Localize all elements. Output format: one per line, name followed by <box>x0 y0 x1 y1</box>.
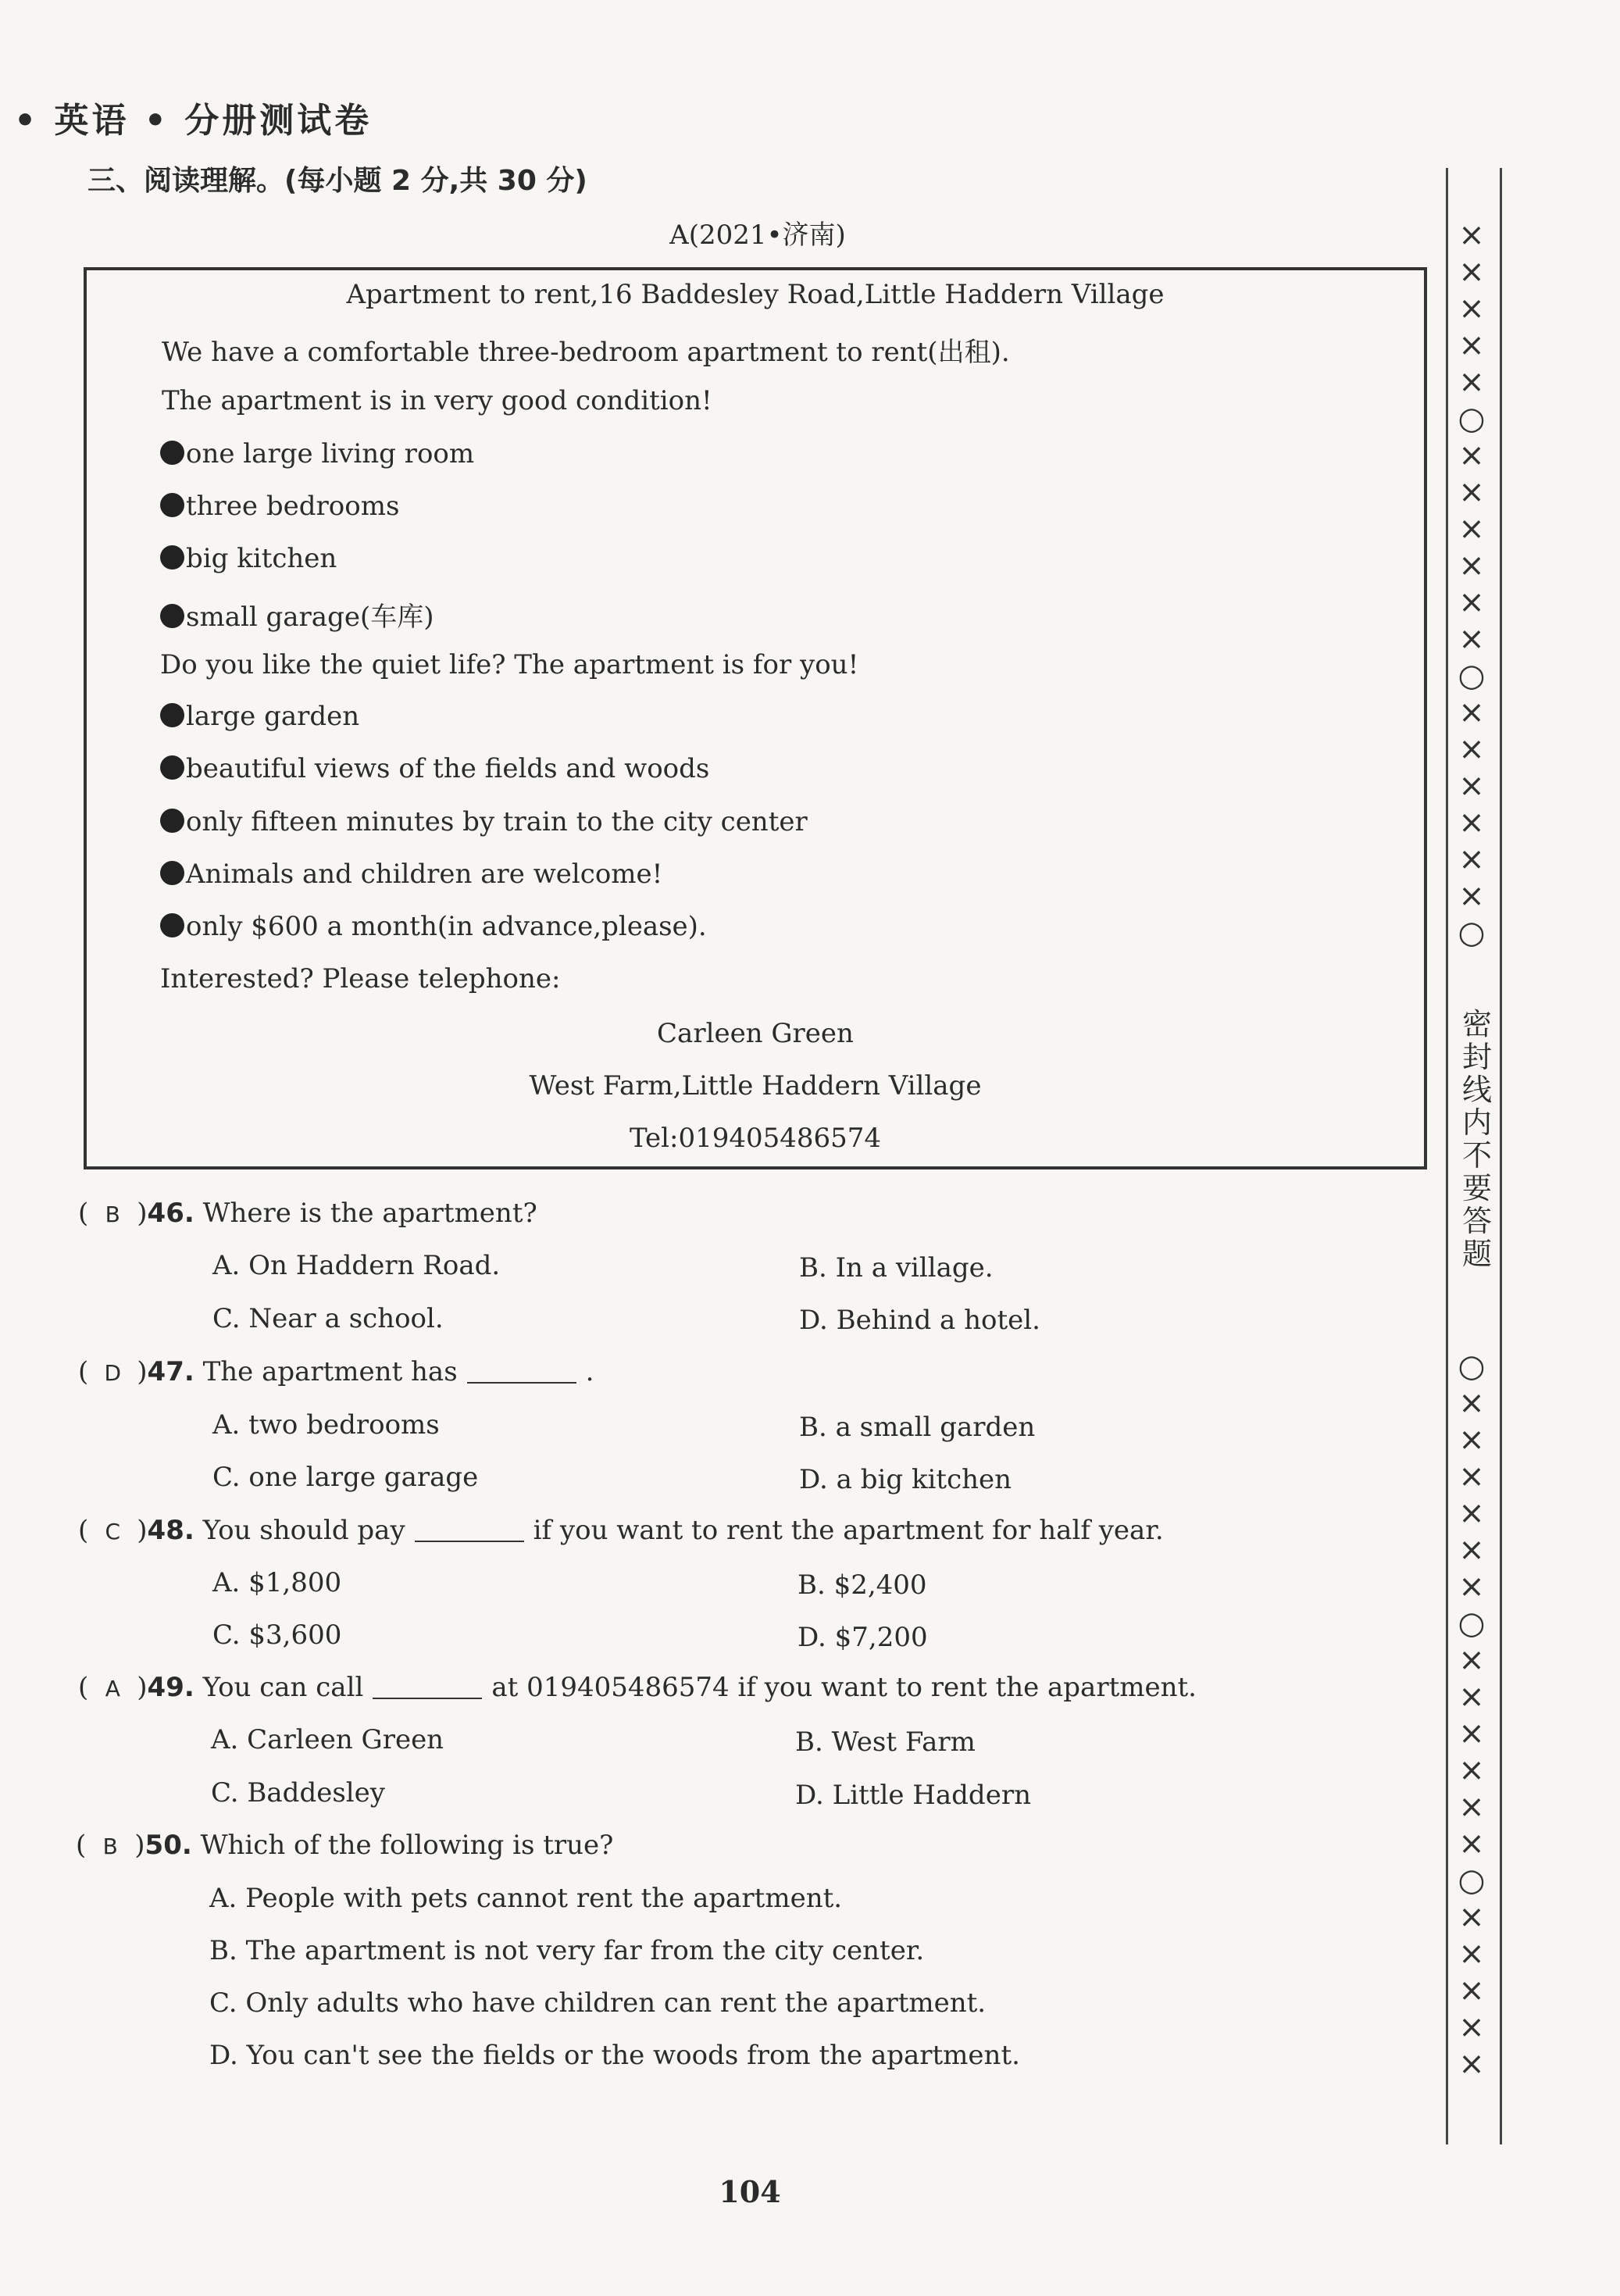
question-48: ( C )48. You should pay if you want to rent the apartment for half year. <box>78 1515 1164 1546</box>
cross-mark: × <box>1458 1422 1485 1458</box>
cross-mark: × <box>1458 327 1485 363</box>
circle-mark: ○ <box>1458 1862 1486 1898</box>
question-stem: Which of the following is true? <box>200 1830 614 1861</box>
cross-mark: × <box>1458 1642 1485 1678</box>
cross-mark: × <box>1458 1495 1485 1531</box>
page-number: 104 <box>719 2174 781 2209</box>
circle-mark: ○ <box>1458 1348 1486 1384</box>
series-header: • 英语 • 分册测试卷 <box>14 101 373 141</box>
circle-mark: ○ <box>1458 915 1486 951</box>
section-title: 三、阅读理解。(每小题 2 分,共 30 分) <box>87 165 587 197</box>
cross-mark: × <box>1458 548 1485 584</box>
question-50: ( B )50. Which of the following is true? <box>76 1830 614 1861</box>
ad-feature-item: big kitchen <box>160 543 337 574</box>
option-b: B. West Farm <box>795 1726 976 1758</box>
option-b: B. In a village. <box>799 1252 994 1284</box>
question-stem: Where is the apartment? <box>202 1198 537 1229</box>
option-a: A. Carleen Green <box>211 1724 444 1755</box>
cross-mark: × <box>1458 217 1485 253</box>
ad-contact-name: Carleen Green <box>657 1018 854 1049</box>
option-a: A. People with pets cannot rent the apartment. <box>209 1883 843 1914</box>
question-stem-end: at 019405486574 if you want to rent the apartment. <box>491 1672 1197 1703</box>
option-b: B. The apartment is not very far from the city center. <box>209 1935 925 1966</box>
ad-feature-item: one large living room <box>160 438 474 470</box>
ad-contact-address: West Farm,Little Haddern Village <box>529 1070 982 1102</box>
cross-mark: × <box>1458 1716 1485 1751</box>
cross-mark: × <box>1458 1385 1485 1421</box>
cross-mark: × <box>1458 1973 1485 2009</box>
answer-mark: B <box>102 1834 118 1859</box>
ad-feature-item: only $600 a month(in advance,please). <box>160 911 707 942</box>
option-d: D. a big kitchen <box>799 1464 1012 1495</box>
answer-mark: D <box>104 1360 122 1386</box>
ad-feature-item: Animals and children are welcome! <box>160 859 662 890</box>
option-d: D. $7,200 <box>798 1622 928 1653</box>
cross-mark: × <box>1458 1789 1485 1825</box>
seal-line-text: 密封线内不要答题 <box>1461 1007 1492 1271</box>
ad-condition-line: The apartment is in very good condition! <box>162 385 712 416</box>
cross-mark: × <box>1458 1826 1485 1862</box>
cross-mark: × <box>1458 437 1485 473</box>
cross-mark: × <box>1458 805 1485 841</box>
cross-mark: × <box>1458 2046 1485 2082</box>
option-b: B. $2,400 <box>798 1569 927 1601</box>
question-number: 48. <box>147 1515 194 1546</box>
cross-mark: × <box>1458 621 1485 657</box>
option-c: C. Baddesley <box>211 1777 385 1809</box>
cross-mark: × <box>1458 878 1485 914</box>
option-c: C. Only adults who have children can rent the apartment. <box>209 1987 987 2019</box>
question-number: 47. <box>147 1356 194 1387</box>
cross-mark: × <box>1458 841 1485 877</box>
option-c: C. one large garage <box>212 1462 479 1493</box>
cross-mark: × <box>1458 768 1485 804</box>
cross-mark: × <box>1458 2009 1485 2045</box>
cross-mark: × <box>1458 1752 1485 1788</box>
cross-mark: × <box>1458 291 1485 327</box>
option-c: C. Near a school. <box>212 1303 444 1334</box>
question-stem: You can call <box>202 1672 364 1703</box>
cross-mark: × <box>1458 1899 1485 1935</box>
option-b: B. a small garden <box>799 1412 1036 1443</box>
circle-mark: ○ <box>1458 1605 1486 1641</box>
answer-blank <box>415 1541 524 1542</box>
option-a: A. On Haddern Road. <box>212 1250 501 1281</box>
option-d: D. You can't see the fields or the woods from the apartment. <box>209 2040 1020 2071</box>
answer-mark: B <box>105 1202 120 1227</box>
ad-feature-item: three bedrooms <box>160 491 399 522</box>
circle-mark: ○ <box>1458 658 1486 694</box>
option-a: A. $1,800 <box>212 1567 342 1598</box>
ad-feature-item: only fifteen minutes by train to the city center <box>160 806 808 837</box>
question-number: 49. <box>147 1672 194 1703</box>
cross-mark: × <box>1458 511 1485 547</box>
seal-line-inner <box>1446 168 1448 2144</box>
option-c: C. $3,600 <box>212 1619 342 1651</box>
cross-mark: × <box>1458 1532 1485 1568</box>
answer-blank <box>467 1382 576 1384</box>
question-number: 46. <box>147 1198 194 1229</box>
circle-mark: ○ <box>1458 401 1486 437</box>
ad-title: Apartment to rent,16 Baddesley Road,Little Haddern Village <box>346 279 1165 310</box>
answer-blank <box>373 1698 482 1699</box>
question-stem-end: if you want to rent the apartment for half year. <box>533 1515 1164 1546</box>
cross-mark: × <box>1458 731 1485 767</box>
question-stem: You should pay <box>202 1515 405 1546</box>
cross-mark: × <box>1458 254 1485 290</box>
question-46: ( B )46. Where is the apartment? <box>78 1198 537 1229</box>
ad-feature-item: small garage(车库) <box>160 595 434 634</box>
ad-feature-item: beautiful views of the fields and woods <box>160 753 709 784</box>
cross-mark: × <box>1458 364 1485 400</box>
seal-line-outer <box>1500 168 1502 2144</box>
question-49: ( A )49. You can call at 019405486574 if you want to rent the apartment. <box>78 1672 1197 1703</box>
ad-contact-prompt: Interested? Please telephone: <box>160 963 561 994</box>
cross-mark: × <box>1458 1459 1485 1494</box>
cross-mark: × <box>1458 1936 1485 1972</box>
question-stem: The apartment has <box>202 1356 458 1387</box>
ad-contact-tel: Tel:019405486574 <box>629 1123 882 1154</box>
cross-mark: × <box>1458 584 1485 620</box>
cross-mark: × <box>1458 474 1485 510</box>
ad-question-line: Do you like the quiet life? The apartment is for you! <box>160 649 859 680</box>
cross-mark: × <box>1458 695 1485 730</box>
option-a: A. two bedrooms <box>212 1409 440 1441</box>
ad-feature-item: large garden <box>160 701 359 732</box>
cross-mark: × <box>1458 1679 1485 1715</box>
answer-mark: A <box>105 1676 120 1701</box>
option-d: D. Little Haddern <box>795 1780 1031 1811</box>
passage-label: A(2021•济南) <box>669 220 846 251</box>
cross-mark: × <box>1458 1569 1485 1605</box>
question-number: 50. <box>145 1830 192 1861</box>
question-stem-end: . <box>585 1356 594 1387</box>
question-47: ( D )47. The apartment has . <box>78 1356 594 1387</box>
ad-intro-line: We have a comfortable three-bedroom apartment to rent(出租). <box>162 337 1010 368</box>
option-d: D. Behind a hotel. <box>799 1305 1040 1336</box>
answer-mark: C <box>105 1519 121 1544</box>
